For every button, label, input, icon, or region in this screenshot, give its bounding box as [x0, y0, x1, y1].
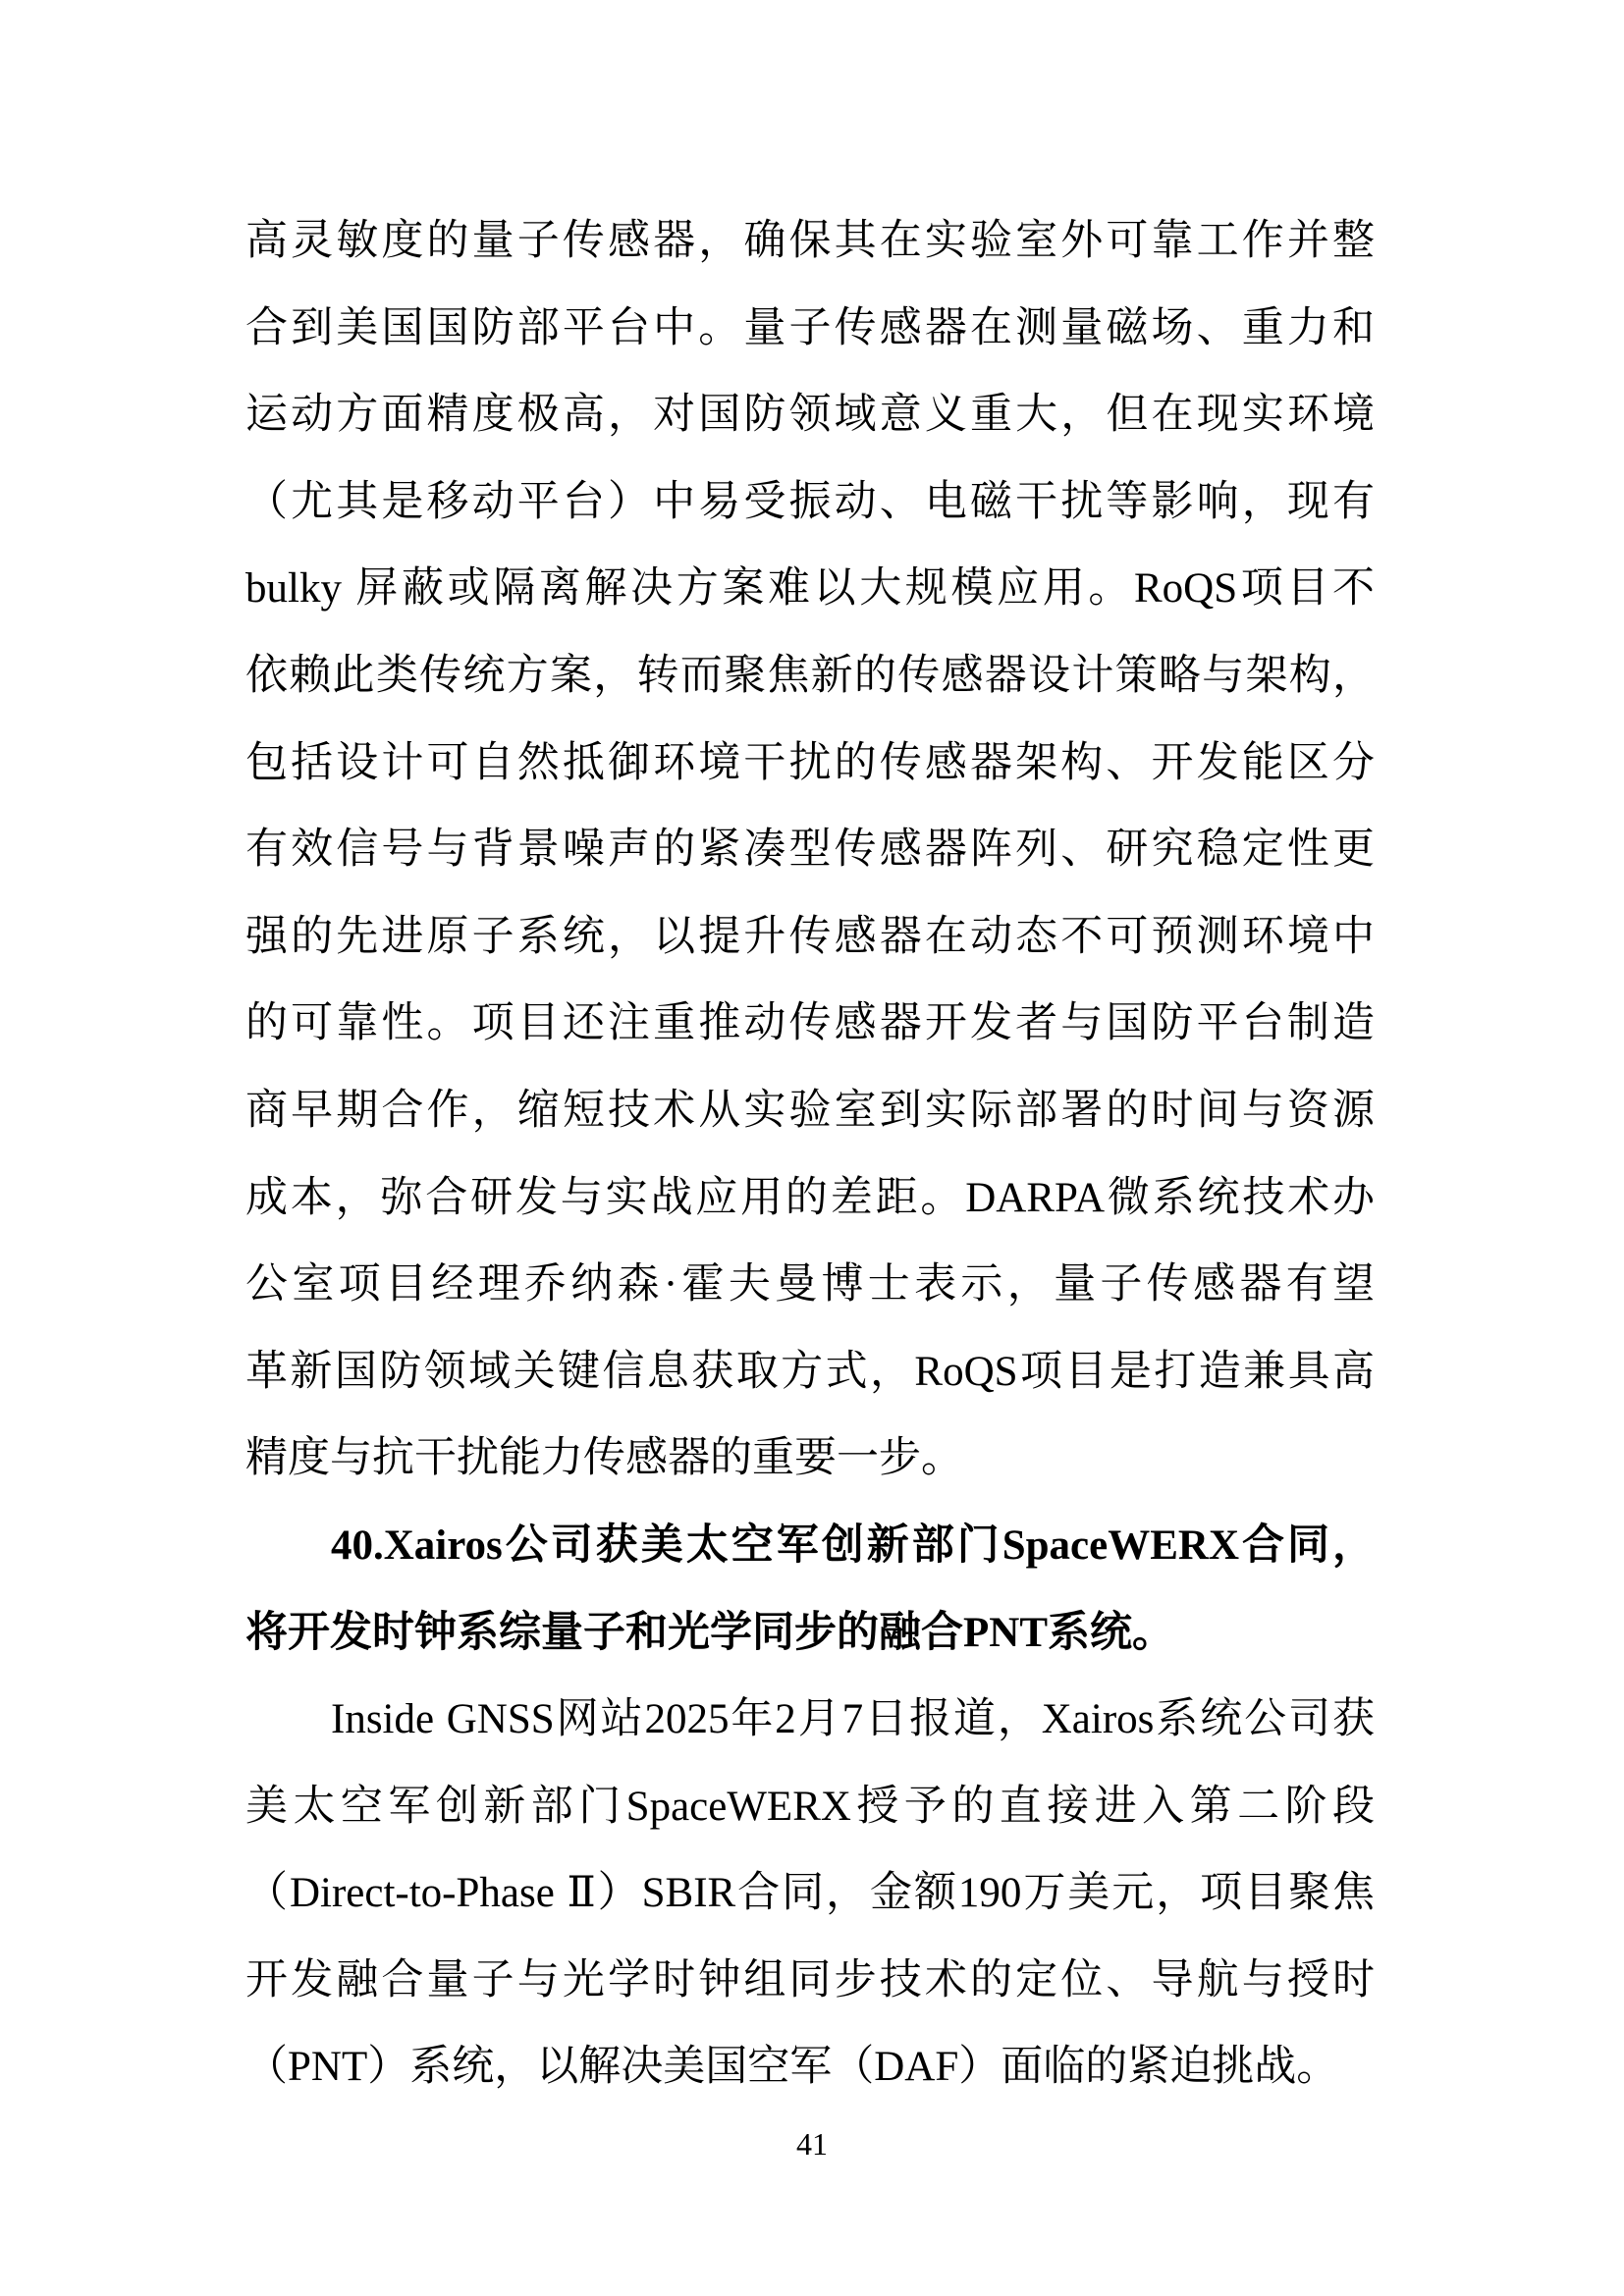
- text-line: （PNT）系统，以解决美国空军（DAF）面临的紧迫挑战。: [245, 2044, 1339, 2091]
- page-number: 41: [796, 2126, 828, 2162]
- text-line: 依赖此类传统方案，转而聚焦新的传感器设计策略与架构，: [245, 652, 1375, 699]
- text-line: 商早期合作，缩短技术从实验室到实际部署的时间与资源: [245, 1087, 1375, 1134]
- text-line: bulky 屏蔽或隔离解决方案难以大规模应用。RoQS项目不: [245, 565, 1375, 613]
- heading-line: 40.Xairos公司获美太空军创新部门SpaceWERX合同，: [331, 1522, 1375, 1569]
- text-line: 精度与抗干扰能力传感器的重要一步。: [245, 1435, 963, 1482]
- heading-line: 将开发时钟系综量子和光学同步的融合PNT系统。: [245, 1609, 1174, 1656]
- text-line: 强的先进原子系统，以提升传感器在动态不可预测环境中: [245, 913, 1375, 960]
- text-line: 包括设计可自然抵御环境干扰的传感器架构、开发能区分: [245, 739, 1375, 786]
- paragraph-roqs-continuation: [245, 198, 1375, 1503]
- text-line: （尤其是移动平台）中易受振动、电磁干扰等影响，现有: [245, 478, 1375, 525]
- text-line: 高灵敏度的量子传感器，确保其在实验室外可靠工作并整: [245, 218, 1375, 264]
- text-line: 公室项目经理乔纳森·霍夫曼博士表示，量子传感器有望: [245, 1261, 1375, 1308]
- paragraph-xairos: [245, 1677, 1375, 2111]
- text-line: 美太空军创新部门SpaceWERX授予的直接进入第二阶段: [245, 1783, 1375, 1830]
- text-line: 运动方面精度极高，对国防领域意义重大，但在现实环境: [245, 392, 1375, 439]
- text-line: 合到美国国防部平台中。量子传感器在测量磁场、重力和: [245, 304, 1375, 351]
- text-line: Inside GNSS网站2025年2月7日报道，Xairos系统公司获: [331, 1696, 1375, 1743]
- text-line: 革新国防领域关键信息获取方式，RoQS项目是打造兼具高: [245, 1348, 1375, 1395]
- section-heading-40: [245, 1503, 1375, 1677]
- page-body-text: [245, 198, 1375, 2111]
- text-line: 的可靠性。项目还注重推动传感器开发者与国防平台制造: [245, 1000, 1375, 1047]
- text-line: （Direct-to-Phase Ⅱ）SBIR合同，金额190万美元，项目聚焦: [245, 1870, 1375, 1917]
- text-line: 成本，弥合研发与实战应用的差距。DARPA微系统技术办: [245, 1174, 1375, 1221]
- text-line: 有效信号与背景噪声的紧凑型传感器阵列、研究稳定性更: [245, 827, 1375, 874]
- text-line: 开发融合量子与光学时钟组同步技术的定位、导航与授时: [245, 1956, 1375, 2003]
